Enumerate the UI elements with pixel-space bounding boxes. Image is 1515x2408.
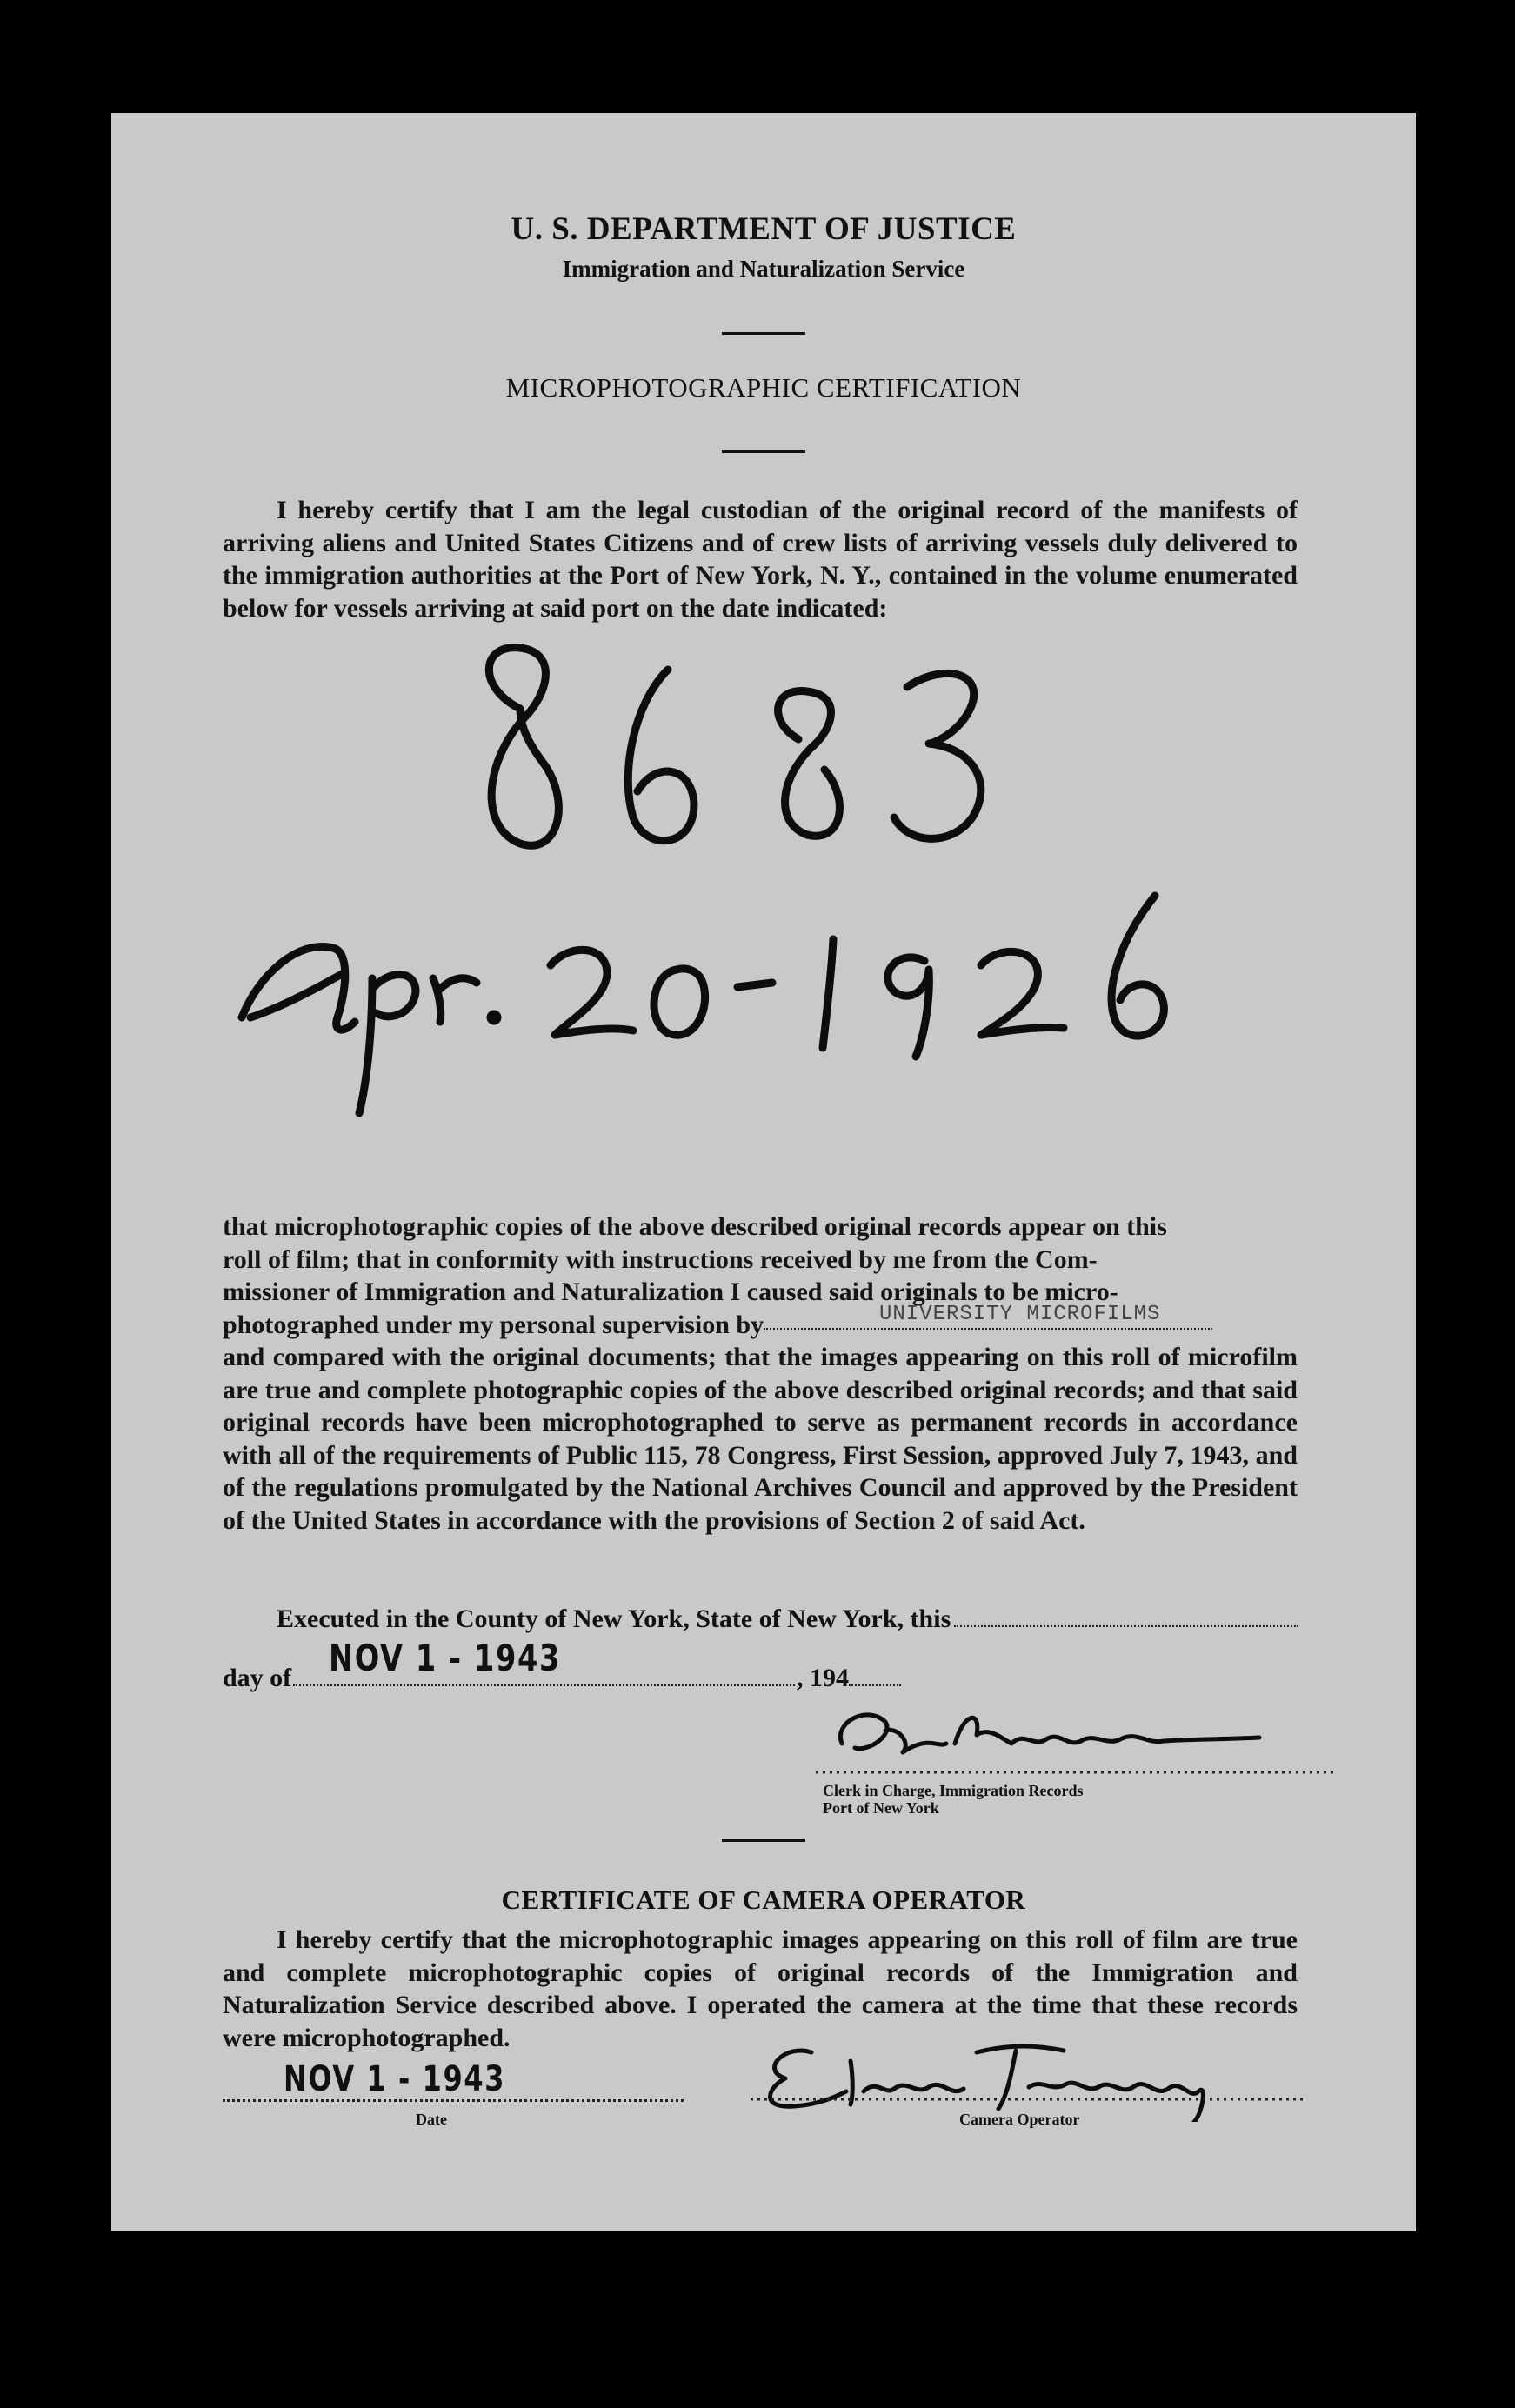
clerk-signature (816, 1696, 1338, 1783)
execution-text: Executed in the County of New York, State of New York, this (277, 1604, 951, 1633)
camera-date-stamp: NOV 1 - 1943 (284, 2059, 506, 2099)
day-line (223, 1664, 901, 1693)
certification-intro: I hereby certify that I am the legal custodian of the original record of the manifests of arriving aliens and United States Citizens and of crew lists of arriving vessels duly delivered to the immigration authorities at the Port of New York, N. Y., contained in the volume enumerated below for vessels arriving at said port on the date indicated: (223, 496, 1298, 623)
supervision-label: photographed under my personal supervision by (223, 1310, 764, 1339)
handwritten-entry (111, 113, 1416, 1209)
clerk-port: Port of New York (823, 1799, 939, 1817)
clerk-title: Clerk in Charge, Immigration Records (823, 1782, 1084, 1799)
date-line (223, 2099, 684, 2102)
company-stamp: UNIVERSITY MICROFILMS (879, 1302, 1161, 1326)
service-subtitle: Immigration and Naturalization Service (562, 256, 965, 282)
body-line: that microphotographic copies of the above described original records appear on this (223, 1212, 1167, 1241)
date-label: Date (416, 2111, 447, 2128)
certificate-sheet (111, 113, 1416, 2231)
divider (722, 1839, 805, 1842)
camera-heading: CERTIFICATE OF CAMERA OPERATOR (501, 1884, 1026, 1915)
supervision-line (223, 1302, 1298, 1342)
execution-line (277, 1604, 1298, 1634)
operator-signature (751, 2026, 1307, 2122)
operator-label: Camera Operator (959, 2111, 1080, 2128)
body-line: missioner of Immigration and Naturalization I caused said originals to be micro- (223, 1277, 1118, 1306)
day-label: day of (223, 1664, 292, 1692)
dotted-fill (954, 1625, 1298, 1627)
camera-statement: I hereby certify that the microphotographic images appearing on this roll of film are true and complete microphotographic copies of original records of the Immigration and Naturalization Service described above. I operated the camera at the time that these records were microphotographed. (223, 1925, 1298, 2052)
certification-heading: MICROPHOTOGRAPHIC CERTIFICATION (505, 372, 1022, 403)
department-title: U. S. DEPARTMENT OF JUSTICE (511, 211, 1017, 247)
year-label: , 194 (797, 1664, 849, 1692)
dotted-fill (293, 1684, 795, 1686)
body-rest: and compared with the original documents; that the images appearing on this roll of microfilm are true and complete photographic copies of the above described original records; and that said original records have been microphotographed to serve as permanent records in accordance with all of the requirements of Public 115, 78 Congress, First Session, approved July 7, 1943, and of the regulations promulgated by the National Archives Council and approved by the President of the United States in accordance with the provisions of Section 2 of said Act. (223, 1343, 1298, 1535)
execution-date-stamp: NOV 1 - 1943 (329, 1637, 561, 1679)
dotted-fill (849, 1684, 901, 1686)
body-line: roll of film; that in conformity with instructions received by me from the Com- (223, 1244, 1098, 1274)
certification-body (223, 1211, 1298, 1537)
